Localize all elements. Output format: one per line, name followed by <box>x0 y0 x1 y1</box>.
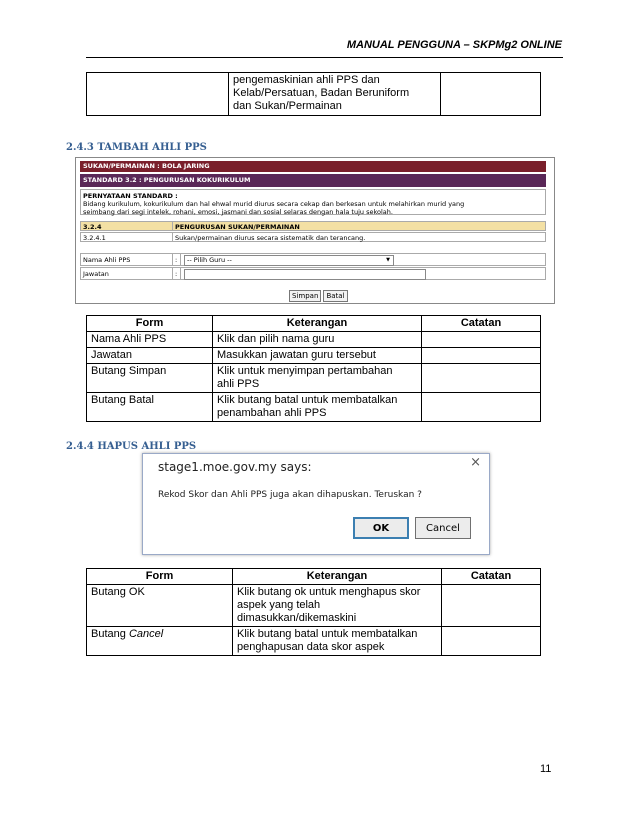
form-screenshot <box>75 157 555 304</box>
header-rule <box>86 57 563 58</box>
section-title-tambah: 2.4.3 TAMBAH AHLI PPS <box>66 142 207 153</box>
top-table-cell: pengemaskinian ahli PPS dan Kelab/Persatuan, Badan Beruniform dan Sukan/Permainan <box>229 73 441 116</box>
dialog-message: Rekod Skor dan Ahli PPS juga akan dihapuskan. Teruskan ? <box>158 490 422 500</box>
table-row: Butang Cancel Klik butang batal untuk membatalkan penghapusan data skor aspek <box>87 627 541 656</box>
statement-box: PERNYATAAN STANDARD : Bidang kurikulum, kokurikulum dan hal ehwal murid diurus secara cekap dan berkesan untuk melahirkan murid yang seimbang dari segi intelek, rohani, emosi, jasmani dan sosial selaras dengan hala tuju sekolah. <box>80 189 546 215</box>
confirm-dialog <box>142 453 490 555</box>
top-table <box>86 72 541 116</box>
table-header-row: Form Keterangan Catatan <box>87 569 541 585</box>
close-icon[interactable]: × <box>470 455 481 470</box>
table-row: Jawatan Masukkan jawatan guru tersebut <box>87 348 541 364</box>
table-header-row: Form Keterangan Catatan <box>87 316 541 332</box>
table-row: Butang Batal Klik butang batal untuk membatalkan penambahan ahli PPS <box>87 393 541 422</box>
field-label-nama: Nama Ahli PPS <box>81 254 173 265</box>
simpan-button[interactable]: Simpan <box>289 290 321 302</box>
code-row: 3.2.4.1 Sukan/permainan diurus secara sistematik dan terancang. <box>80 232 546 242</box>
form-buttons <box>289 290 348 302</box>
form-table-tambah <box>86 315 541 422</box>
page-number: 11 <box>540 763 552 775</box>
field-row-jawatan: Jawatan : <box>80 267 546 280</box>
table-row: Butang Simpan Klik untuk menyimpan pertambahan ahli PPS <box>87 364 541 393</box>
code-header-row: 3.2.4 PENGURUSAN SUKAN/PERMAINAN <box>80 221 546 231</box>
table-row: Nama Ahli PPS Klik dan pilih nama guru <box>87 332 541 348</box>
sukan-bar: SUKAN/PERMAINAN : BOLA JARING <box>80 161 546 172</box>
ok-button[interactable]: OK <box>353 517 409 539</box>
cancel-button[interactable]: Cancel <box>415 517 471 539</box>
form-table-hapus <box>86 568 541 656</box>
field-label-jawatan: Jawatan <box>81 268 173 279</box>
field-row-nama: Nama Ahli PPS : -- Pilih Guru -- ▼ <box>80 253 546 266</box>
batal-button[interactable]: Batal <box>323 290 347 302</box>
dialog-title: stage1.moe.gov.my says: <box>158 460 312 474</box>
table-row: Butang OK Klik butang ok untuk menghapus skor aspek yang telah dimasukkan/dikemaskini <box>87 585 541 627</box>
section-title-hapus: 2.4.4 HAPUS AHLI PPS <box>66 441 197 452</box>
jawatan-input[interactable] <box>184 269 426 280</box>
standard-bar: STANDARD 3.2 : PENGURUSAN KOKURIKULUM <box>80 174 546 187</box>
dropdown-arrow-icon: ▼ <box>386 257 390 263</box>
guru-select[interactable]: -- Pilih Guru -- ▼ <box>184 255 394 266</box>
page-header: MANUAL PENGGUNA – SKPMg2 ONLINE <box>346 39 562 51</box>
